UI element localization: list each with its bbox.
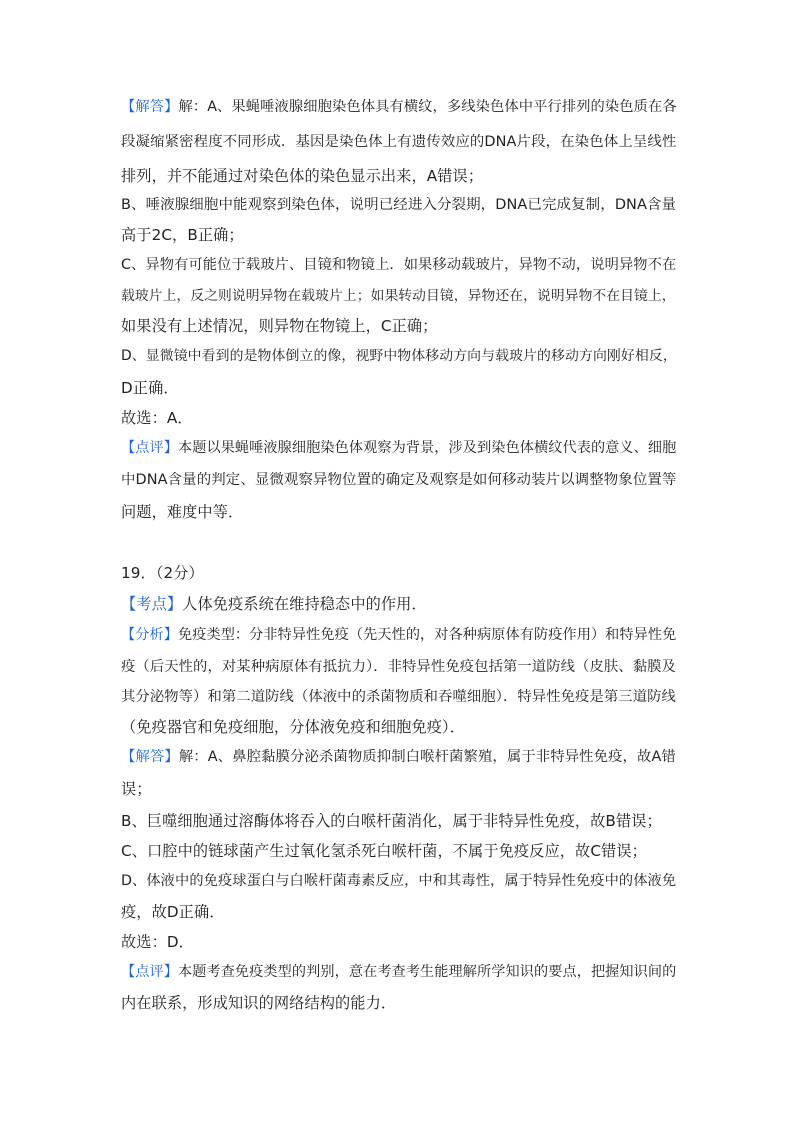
q19-answer-line-5: D、体液中的免疫球蛋白与白喉杆菌毒素反应，中和其毒性，属于特异性免疫中的体液免 [121,873,677,889]
q19-comment-line-2: 内在联系，形成知识的网络结构的能力． [121,994,397,1012]
q19-kaodian-tag: 【考点】 [121,595,183,613]
q19-comment-line-1 [121,962,676,982]
q18-comment-line-2: 中DNA含量的判定、显微观察异物位置的确定及观察是如何移动装片以调整物象位置等 [121,472,677,488]
q18-answer-line-1 [121,97,677,117]
q18-answer-line-2: 段凝缩紧密程度不同形成．基因是染色体上有遗传效应的DNA片段，在染色体上呈线性 [121,134,677,150]
q19-kaodian-text: 人体免疫系统在维持稳态中的作用． [182,595,427,613]
q18-answer-line-10: D正确． [121,379,179,397]
q19-answer-text: 解：A、鼻腔黏膜分泌杀菌物质抑制白喉杆菌繁殖，属于非特异性免疫，故A错 [178,749,676,765]
q19-analysis-line-1 [121,625,676,645]
q19-heading: 19．（2分） [121,564,204,582]
q18-answer-line-6: C、异物有可能位于载玻片、目镜和物镜上．如果移动载玻片，异物不动，说明异物不在 [121,257,677,273]
q19-kaodian-line [121,594,427,614]
q18-comment-text: 本题以果蝇唾液腺细胞染色体观察为背景，涉及到染色体横纹代表的意义、细胞 [177,440,677,456]
q18-answer-line-11: 故选：A． [121,409,193,427]
q19-answer-line-6: 疫，故D正确． [121,903,225,921]
q19-analysis-line-4: （免疫器官和免疫细胞，分体液免疫和细胞免疫）． [121,718,466,736]
q19-analysis-line-2: 疫（后天性的，对某种病原体有抵抗力）．非特异性免疫包括第一道防线（皮肤、黏膜及 [121,659,676,675]
q18-answer-line-4: B、唾液腺细胞中能观察到染色体，说明已经进入分裂期，DNA已完成复制，DNA含量 [121,197,677,213]
q18-answer-text: 解：A、果蝇唾液腺细胞染色体具有横纹，多线染色体中平行排列的染色质在各 [178,99,677,115]
q18-answer-line-3: 排列，并不能通过对染色体的染色显示出来，A错误； [121,167,484,185]
q18-answer-line-8: 如果没有上述情况，则异物在物镜上，C正确； [121,317,438,335]
q18-comment-tag: 【点评】 [121,440,178,456]
q19-answer-tag: 【解答】 [121,749,179,765]
q18-answer-line-5: 高于2C，B正确； [121,226,244,244]
q18-comment-line-3: 问题，难度中等． [121,503,244,521]
q18-answer-line-7: 载玻片上，反之则说明异物在载玻片上；如果转动目镜，异物还在，说明异物不在目镜上， [121,288,676,304]
q18-answer-line-9: D、显微镜中看到的是物体倒立的像，视野中物体移动方向与载玻片的移动方向刚好相反， [121,348,677,364]
q19-comment-text: 本题考查免疫类型的判别，意在考查考生能理解所学知识的要点，把握知识间的 [177,964,677,980]
q19-comment-tag: 【点评】 [121,964,178,980]
q18-comment-line-1 [121,438,676,458]
q19-answer-line-3: B、巨噬细胞通过溶酶体将吞入的白喉杆菌消化，属于非特异性免疫，故B错误； [121,812,662,830]
q19-analysis-line-3: 其分泌物等）和第二道防线（体液中的杀菌物质和吞噬细胞）．特异性免疫是第三道防线 [121,689,676,705]
q19-answer-line-2: 误； [121,780,152,798]
q19-analysis-text: 免疫类型：分非特异性免疫（先天性的，对各种病原体有防疫作用）和特异性免 [177,627,677,643]
q19-answer-line-1 [121,747,676,767]
q18-answer-tag: 【解答】 [121,99,179,115]
q19-answer-line-4: C、口腔中的链球菌产生过氧化氢杀死白喉杆菌，不属于免疫反应，故C错误； [121,842,647,860]
q19-analysis-tag: 【分析】 [121,627,178,643]
q19-answer-line-7: 故选：D． [121,933,194,951]
